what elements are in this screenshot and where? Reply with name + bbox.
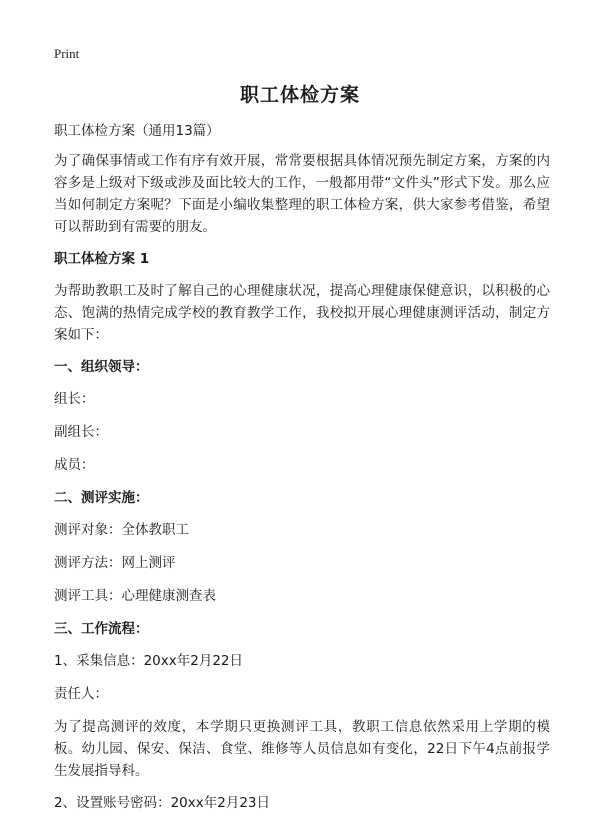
leader-line: 组长：: [54, 391, 95, 407]
print-label: Print: [54, 46, 80, 61]
tool-line: 测评工具：心理健康测查表: [54, 588, 216, 604]
document-subtitle: 职工体检方案（通用13篇）: [54, 123, 220, 139]
heading-implementation: 二、测评实施：: [54, 490, 149, 506]
step2-line: 2、设置账号密码：20xx年2月23日: [54, 795, 271, 811]
responsible-line: 责任人：: [54, 686, 108, 702]
document-title: 职工体检方案: [239, 84, 360, 106]
section-title: 职工体检方案 1: [54, 251, 150, 267]
members-line: 成员：: [54, 457, 95, 473]
intro-paragraph: 为了确保事情或工作有序有效开展，常常要根据具体情况预先制定方案，方案的内容多是上级对下级或涉及面比较大的工作，一般都用带“文件头”形式下发。那么应当如何制定方案呢？下面是小编收集整理的职工体检方案，供大家参考借鉴，希望可以帮助到有需要的朋友。: [54, 153, 550, 235]
section-paragraph: 为帮助教职工及时了解自己的心理健康状况，提高心理健康保健意识，以积极的心态、饱满的热情完成学校的教育教学工作，我校拟开展心理健康测评活动，制定方案如下：: [54, 283, 550, 343]
step1-paragraph: 为了提高测评的效度，本学期只更换测评工具，教职工信息依然采用上学期的模板。幼儿园、保安、保洁、食堂、维修等人员信息如有变化，22日下午4点前报学生发展指导科。: [54, 719, 550, 779]
method-line: 测评方法：网上测评: [54, 555, 176, 571]
document-body: [54, 120, 550, 825]
target-line: 测评对象：全体教职工: [54, 522, 189, 538]
heading-organization: 一、组织领导：: [54, 359, 149, 375]
step1-line: 1、采集信息：20xx年2月22日: [54, 653, 244, 669]
vice-leader-line: 副组长：: [54, 424, 108, 440]
heading-workflow: 三、工作流程：: [54, 621, 149, 637]
